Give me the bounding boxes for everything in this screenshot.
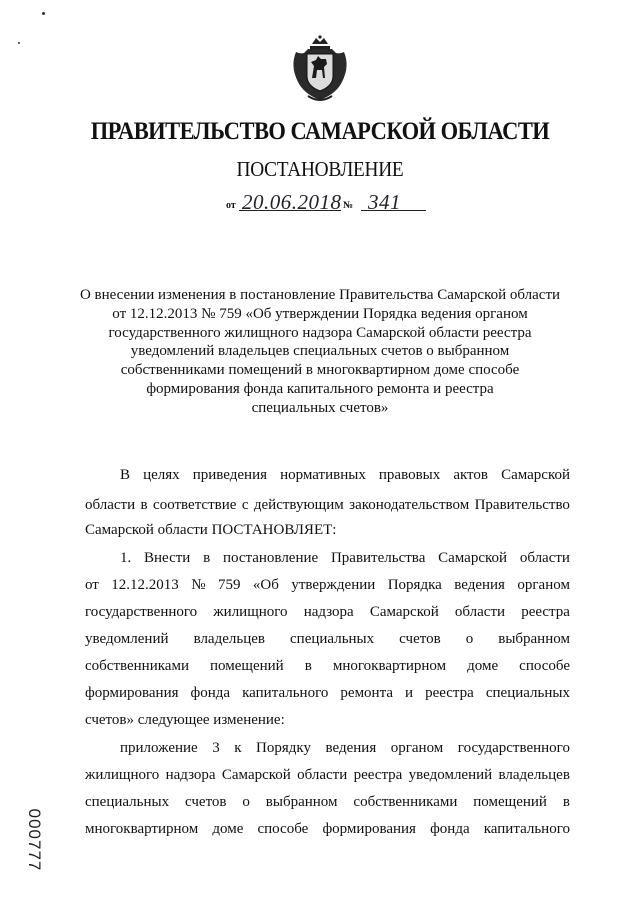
paragraph-line: приложение 3 к Порядку ведения органом государственного <box>120 740 570 756</box>
paragraph-line: Самарской области ПОСТАНОВЛЯЕТ: <box>85 522 337 538</box>
title-line: уведомлений владельцев специальных счетов о выбранном <box>130 343 510 360</box>
scan-speck <box>18 42 20 44</box>
date-number-line <box>226 190 446 216</box>
paragraph-line: жилищного надзора Самарской области реестра уведомлений владельцев <box>85 767 570 783</box>
paragraph-line: специальных счетов о выбранном собственниками помещений в <box>85 794 570 810</box>
title-line: О внесении изменения в постановление Правительства Самарской области <box>79 287 561 303</box>
paragraph-line: уведомлений владельцев специальных счетов о выбранном <box>85 631 570 647</box>
paragraph-line: формирования фонда капитального ремонта и реестра специальных <box>85 685 570 701</box>
samara-coat-of-arms-emblem <box>290 34 350 104</box>
paragraph-line: счетов» следующее изменение: <box>85 712 285 728</box>
number-prefix: № <box>343 200 354 211</box>
margin-registration-stamp <box>24 800 44 880</box>
paragraph-line: 1. Внести в постановление Правительства Самарской области <box>120 550 570 566</box>
document-type: ПОСТАНОВЛЕНИЕ <box>236 157 404 181</box>
date-prefix: от <box>226 200 236 211</box>
title-line: собственниками помещений в многоквартирном доме способе <box>120 362 520 379</box>
title-line: государственного жилищного надзора Самарской области реестра <box>108 324 532 341</box>
paragraph-line: области в соответствие с действующим законодательством Правительство <box>85 497 570 513</box>
paragraph-line: собственниками помещений в многоквартирном доме способе <box>85 658 570 674</box>
scan-speck <box>42 12 45 15</box>
paragraph-line: В целях приведения нормативных правовых актов Самарской <box>120 467 570 483</box>
title-line: формирования фонда капитального ремонта и реестра <box>146 380 494 397</box>
title-line: от 12.12.2013 № 759 «Об утверждении Порядка ведения органом <box>112 305 528 322</box>
organization-name: ПРАВИТЕЛЬСТВО САМАРСКОЙ ОБЛАСТИ <box>90 118 550 145</box>
paragraph-line: от 12.12.2013 № 759 «Об утверждении Порядка ведения органом <box>85 577 570 593</box>
resolution-title <box>70 286 570 418</box>
handwritten-date: 20.06.2018 <box>242 190 342 214</box>
stamp-number: 000777 <box>25 808 44 872</box>
handwritten-number: 341 <box>368 190 401 214</box>
paragraph-line: многоквартирном доме способе формирования фонда капитального <box>85 821 570 837</box>
paragraph-line: государственного жилищного надзора Самарской области реестра <box>85 604 570 620</box>
title-line: специальных счетов» <box>251 399 389 416</box>
